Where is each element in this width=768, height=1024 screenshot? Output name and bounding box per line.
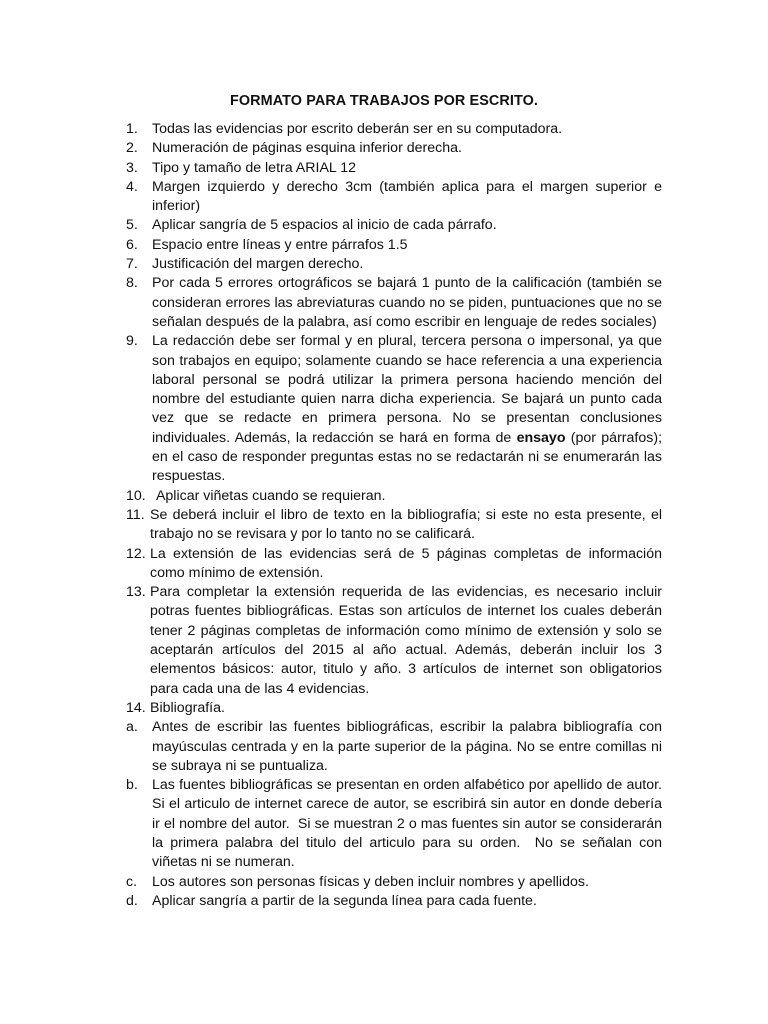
list-marker: d. bbox=[126, 892, 138, 909]
list-item-text: Para completar la extensión requerida de las evidencias, es necesario incluir potras fuentes bibliográficas. Estas son artículos de internet los cuales deberán tener 2 páginas completas de información como mínimo de extensión y solo se aceptarán artículos del 2015 al año actual. Además, deberán incluir los 3 elementos básicos: autor, titulo y año. 3 artículos de internet son obligatorios para cada una de las 4 evidencias. bbox=[150, 584, 662, 697]
list-item-text: Todas las evidencias por escrito deberán ser en su computadora. bbox=[152, 121, 563, 137]
list-item bbox=[126, 487, 662, 506]
text-segment: La redacción debe ser formal y en plural, tercera persona o impersonal, ya que son trabajos en equipo; solamente cuando se hace referencia a una experiencia laboral personal se podrá utilizar la primera persona haciendo mención del nombre del estudiante quien narra dicha experiencia. Se bajará un punto cada vez que se redacte en primera persona. No se presentan conclusiones individuales. Además, la redacción se hará en forma de bbox=[152, 333, 662, 446]
list-item bbox=[126, 873, 662, 892]
list-item-text: Los autores son personas físicas y deben incluir nombres y apellidos. bbox=[152, 873, 589, 890]
list-marker: 1. bbox=[126, 121, 138, 137]
instructions-list bbox=[126, 120, 670, 911]
list-item bbox=[126, 506, 662, 545]
list-item bbox=[126, 545, 662, 584]
list-item-text: Aplicar viñetas cuando se requieran. bbox=[152, 487, 386, 504]
list-marker: 7. bbox=[126, 256, 138, 273]
list-marker: 4. bbox=[126, 178, 138, 195]
list-item-text: Numeración de páginas esquina inferior derecha. bbox=[152, 140, 462, 157]
list-marker: b. bbox=[126, 777, 138, 794]
list-item bbox=[126, 120, 662, 139]
text-segment: (por párrafos); en el caso de responder preguntas estas no se redactarán ni se enumerarán las respuestas. bbox=[152, 429, 663, 485]
list-marker: 12. bbox=[126, 545, 146, 562]
list-item bbox=[126, 776, 670, 872]
list-item-text: Espacio entre líneas y entre párrafos 1.5 bbox=[152, 236, 408, 253]
list-item-text: Margen izquierdo y derecho 3cm (también aplica para el margen superior e inferior) bbox=[152, 178, 662, 215]
list-item-text: Bibliografía. bbox=[150, 699, 225, 716]
bold-term: ensayo bbox=[516, 429, 566, 446]
list-marker: a. bbox=[126, 719, 138, 736]
list-item bbox=[126, 236, 662, 255]
list-item bbox=[126, 583, 662, 699]
list-item-text: Antes de escribir las fuentes bibliográficas, escribir la palabra bibliografía con mayúsculas centrada y en la parte superior de la página. No se entre comillas ni se subraya ni se puntualiza. bbox=[152, 719, 662, 774]
list-item bbox=[126, 718, 662, 776]
list-marker: 8. bbox=[126, 275, 138, 292]
document-title: FORMATO PARA TRABAJOS POR ESCRITO. bbox=[229, 93, 539, 109]
list-item-text: Las fuentes bibliográficas se presentan en orden alfabético por apellido de autor. Si el articulo de internet carece de autor, se escribirá sin autor en donde debería ir el nombre del autor. Si se muestran 2 o mas fuentes sin autor se considerarán la primera palabra del titulo del articulo para su orden. No se señalan con viñetas ni se numeran. bbox=[152, 777, 670, 871]
list-item bbox=[126, 216, 662, 235]
list-marker: 13. bbox=[126, 584, 146, 601]
list-marker: 10. bbox=[126, 487, 146, 504]
list-marker: 14. bbox=[126, 699, 146, 716]
list-item-text: Justificación del margen derecho. bbox=[152, 256, 364, 273]
list-item bbox=[126, 139, 662, 158]
list-item bbox=[126, 255, 662, 274]
list-item-text: Aplicar sangría a partir de la segunda línea para cada fuente. bbox=[152, 892, 537, 909]
list-item bbox=[126, 892, 662, 911]
list-item bbox=[126, 178, 662, 217]
list-item-text: Aplicar sangría de 5 espacios al inicio de cada párrafo. bbox=[152, 217, 497, 234]
list-marker: 6. bbox=[126, 236, 138, 253]
list-item bbox=[126, 274, 662, 332]
list-marker: 2. bbox=[126, 140, 138, 157]
list-item bbox=[126, 159, 662, 178]
list-marker: 11. bbox=[126, 506, 145, 523]
list-item-text: Por cada 5 errores ortográficos se bajará 1 punto de la calificación (también se consideran errores las abreviaturas cuando no se piden, puntuaciones que no se señalan después de la palabra, así como escribir en lenguaje de redes sociales) bbox=[152, 275, 662, 330]
list-item-text bbox=[152, 332, 662, 486]
list-marker: c. bbox=[126, 873, 138, 890]
list-item-text: La extensión de las evidencias será de 5 páginas completas de información como mínimo de extensión. bbox=[150, 545, 662, 581]
list-item bbox=[126, 699, 662, 718]
list-item-text: Tipo y tamaño de letra ARIAL 12 bbox=[152, 159, 356, 176]
list-item bbox=[126, 332, 662, 486]
list-item-text: Se deberá incluir el libro de texto en la bibliografía; si este no esta presente, el trabajo no se revisara y por lo tanto no se calificará. bbox=[150, 506, 662, 543]
list-marker: 9. bbox=[126, 333, 138, 350]
list-marker: 5. bbox=[126, 217, 138, 234]
list-marker: 3. bbox=[126, 159, 138, 176]
